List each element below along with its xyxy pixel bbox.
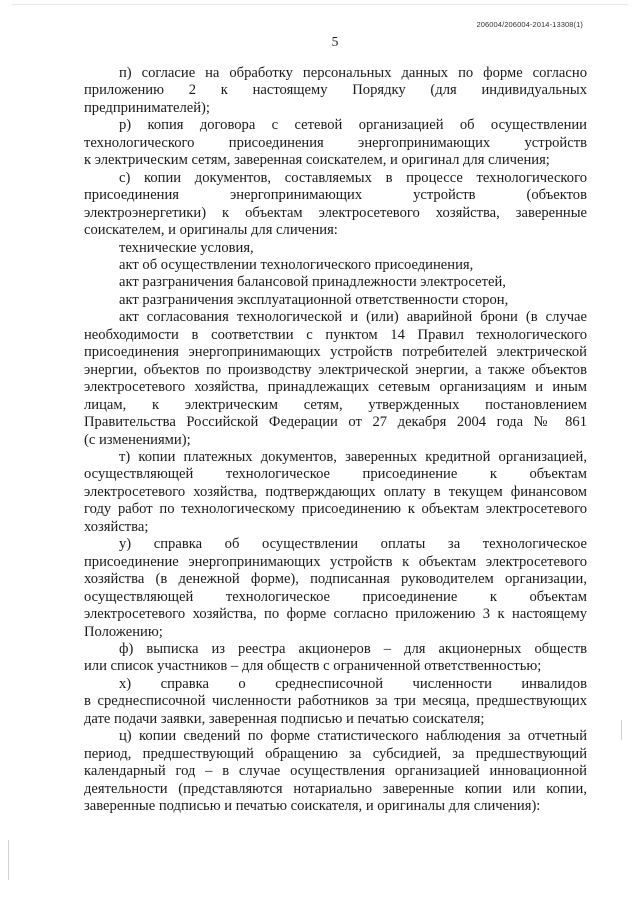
text-line: х) справка о среднесписочной численности инвалидов [119, 675, 587, 692]
text-line: дате подачи заявки, заверенная подписью и печатью соискателя; [84, 710, 485, 727]
text-line: заверенные подписью и печатью соискателя, и оригиналы для сличения): [84, 798, 541, 815]
text-line: Положению; [84, 623, 163, 640]
text-line: приложению 2 к настоящему Порядку (для индивидуальных [84, 82, 587, 99]
text-line: присоединение энергопринимающих устройств к объектам электросетевого [84, 553, 587, 570]
text-line: технические условия, [119, 239, 254, 256]
text-line: к электрическим сетям, заверенная соискателем, и оригинал для сличения; [84, 152, 550, 169]
text-line: период, предшествующий обращению за субсидией, за предшествующий [84, 745, 587, 762]
text-line: акт согласования технологической и (или) аварийной брони (в случае [119, 309, 587, 326]
text-line: необходимости в соответствии с пунктом 14 Правил технологического [84, 326, 587, 343]
text-line: деятельности (представляются нотариально заверенные копии или копии, [84, 780, 587, 797]
scan-edge-mark [8, 840, 9, 880]
scan-edge-line [12, 4, 628, 5]
document-body [84, 65, 587, 815]
text-line: Правительства Российской Федерации от 27 декабря 2004 года № 861 [84, 414, 587, 431]
text-line: году работ по технологическому присоединению к объектам электросетевого [84, 501, 587, 518]
text-line: п) согласие на обработку персональных данных по форме согласно [119, 65, 587, 81]
text-line: хозяйства (в денежной форме), подписанная руководителем организации, [84, 571, 587, 588]
text-line: (с изменениями); [84, 431, 191, 448]
text-line: осуществляющей технологическое присоединение к объектам [84, 466, 587, 483]
text-line: присоединения энергопринимающих устройств (объектов [84, 187, 587, 204]
text-line: лицам, к электрическим сетям, утвержденных постановлением [84, 396, 587, 413]
text-line: предпринимателей); [84, 99, 210, 116]
text-line: акт разграничения эксплуатационной ответственности сторон, [119, 291, 509, 308]
text-line: электроэнергетики) к объектам электросетевого хозяйства, заверенные [84, 204, 587, 221]
text-line: присоединения энергопринимающих устройств потребителей электрической [84, 344, 587, 361]
document-id: 206004/206004-2014-13308(1) [476, 20, 583, 29]
text-line: у) справка об осуществлении оплаты за технологическое [119, 536, 587, 553]
scan-edge-mark [621, 720, 622, 740]
text-line: электросетевого хозяйства, по форме согласно приложению 3 к настоящему [84, 606, 587, 623]
text-line: акт об осуществлении технологического присоединения, [119, 256, 474, 273]
text-line: в среднесписочной численности работников за три месяца, предшествующих [84, 693, 587, 710]
text-line: или список участников – для обществ с ограниченной ответственностью; [84, 658, 542, 675]
text-line: хозяйства; [84, 518, 149, 535]
text-line: электросетевого хозяйства, принадлежащих сетевым организациям и иным [84, 379, 587, 396]
text-line: р) копия договора с сетевой организацией об осуществлении [119, 117, 587, 134]
text-line: календарный год – в случае осуществления организацией инновационной [84, 763, 587, 780]
page-number: 5 [331, 34, 339, 49]
text-line: с) копии документов, составляемых в процессе технологического [119, 169, 587, 186]
text-line: технологического присоединения энергопринимающих устройств [84, 134, 587, 151]
text-line: соискателем, и оригиналы для сличения: [84, 222, 338, 239]
text-line: ф) выписка из реестра акционеров – для акционерных обществ [119, 640, 587, 657]
text-line: ц) копии сведений по форме статистического наблюдения за отчетный [119, 728, 587, 745]
text-line: осуществляющей технологическое присоединение к объектам [84, 588, 587, 605]
text-line: т) копии платежных документов, заверенных кредитной организацией, [119, 448, 587, 465]
text-line: энергии, объектов по производству электрической энергии, а также объектов [84, 361, 587, 378]
text-line: акт разграничения балансовой принадлежности электросетей, [119, 274, 506, 291]
text-line: электросетевого хозяйства, подтверждающих оплату в текущем финансовом [84, 483, 587, 500]
